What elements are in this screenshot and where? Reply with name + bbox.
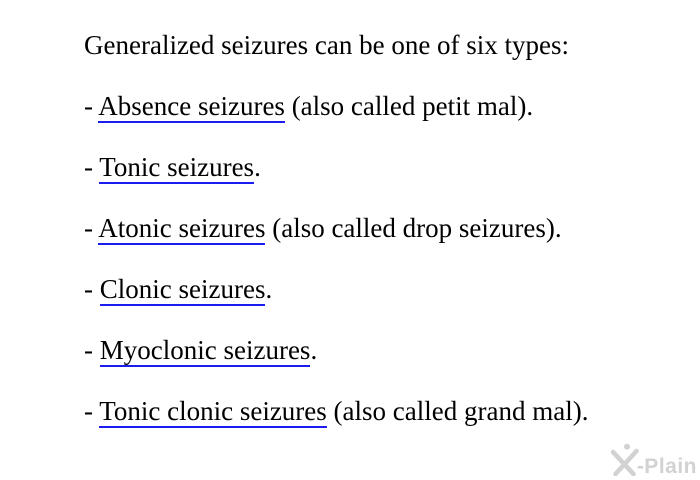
page-title: Generalized seizures can be one of six types: [84,30,570,60]
item-rest-text: (also called petit mal). [284,91,534,121]
list-item [84,398,680,425]
list-item [84,93,680,120]
item-rest-text: . [310,335,318,365]
list-item [84,215,680,242]
seizure-type-link[interactable]: Clonic seizures [99,274,266,304]
bullet-dash: - [84,91,99,121]
item-rest-text: (also called grand mal). [326,396,589,426]
xplain-watermark [610,443,697,476]
seizure-type-link[interactable]: Tonic seizures [99,152,255,182]
content [84,32,680,425]
list-item [84,337,680,364]
seizure-type-link[interactable]: Atonic seizures [98,213,266,243]
person-x-icon [610,443,640,476]
seizure-type-link[interactable]: Tonic clonic seizures [99,396,327,426]
bullet-dash: - [84,152,100,182]
bullet-dash: - [84,274,100,304]
bullet-dash: - [84,335,100,365]
item-rest-text: . [265,274,273,304]
list-item [84,154,680,181]
bullet-dash: - [84,213,99,243]
item-rest-text: (also called drop seizures). [265,213,562,243]
list-item [84,276,680,303]
watermark-text: -Plain [636,455,697,478]
seizure-type-link[interactable]: Absence seizures [98,91,285,121]
bullet-dash: - [84,396,100,426]
seizure-type-link[interactable]: Myoclonic seizures [99,335,311,365]
item-rest-text: . [254,152,261,182]
